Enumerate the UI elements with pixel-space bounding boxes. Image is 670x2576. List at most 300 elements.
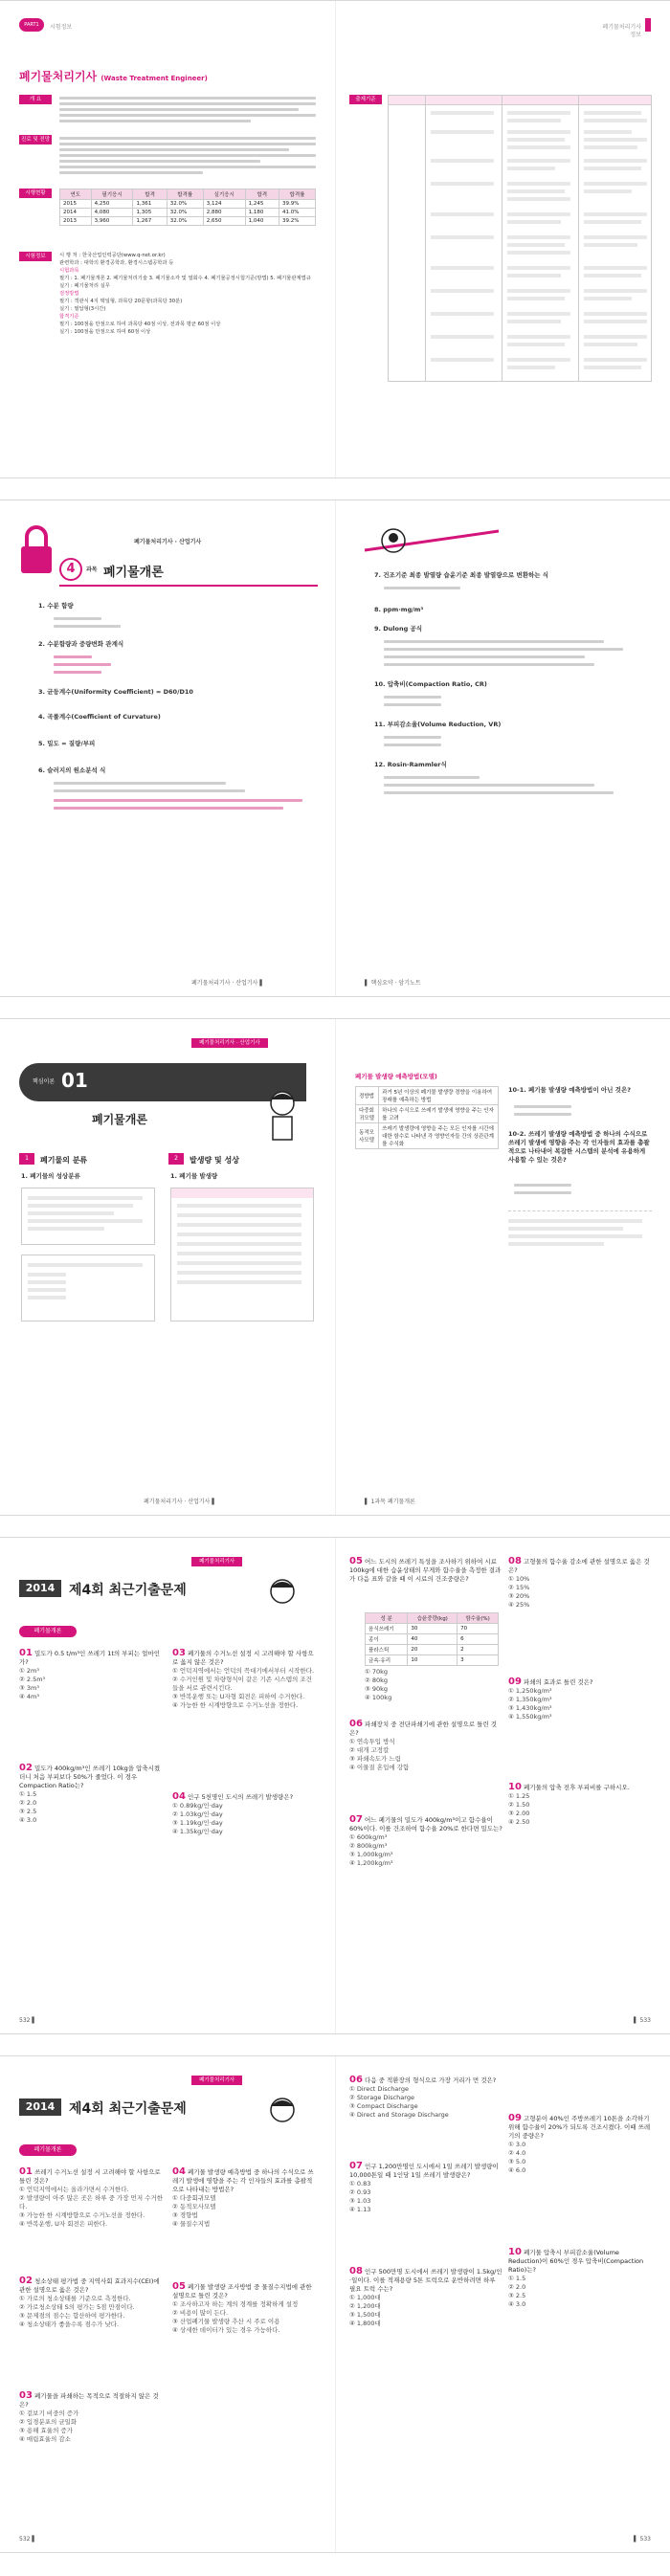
question <box>19 2276 163 2329</box>
stats-cell: 2015 <box>60 200 92 209</box>
option: ② 15% <box>508 1584 530 1591</box>
composition-cell: 플라스틱 <box>366 1645 408 1655</box>
stats-cell: 2013 <box>60 217 92 226</box>
question-text: 폐기물 발생량 조사방법 중 물질수지법에 관한 설명으로 틀린 것은? <box>172 2283 312 2299</box>
question <box>349 1557 502 1584</box>
option: ③ 20% <box>508 1592 530 1600</box>
stats-cell: 4,250 <box>91 200 133 209</box>
question-number: 09 <box>508 1677 522 1687</box>
question <box>508 1783 652 1827</box>
question-number: 10 <box>508 1782 522 1792</box>
option: ④ 6.0 <box>508 2166 526 2174</box>
option: ① 가로의 청소상태를 기준으로 측정한다. <box>19 2295 131 2302</box>
stats-cell: 39.9% <box>279 200 315 209</box>
part-label: 핵심이론 <box>33 1078 56 1085</box>
page-left-half <box>0 2056 335 2552</box>
question-number: 09 <box>508 2113 522 2123</box>
title-en: (Waste Treatment Engineer) <box>100 75 208 82</box>
option: ③ 1.03 <box>349 2197 371 2205</box>
section-title: 발생량 및 성상 <box>190 1156 239 1165</box>
footer-left: 폐기물처리기사 · 산업기사 ▌ <box>191 980 264 987</box>
question-number: 04 <box>172 2166 186 2177</box>
stats-header: 실기응시 <box>203 189 245 200</box>
option: ④ 물질수지법 <box>172 2220 211 2228</box>
stats-cell: 1,267 <box>133 217 167 226</box>
question-text: 파쇄장치 중 전단파쇄기에 관한 설명으로 틀린 것은? <box>349 1721 497 1737</box>
stats-cell: 1,361 <box>133 200 167 209</box>
option: ① Direct Discharge <box>349 2085 409 2093</box>
option: ① 연속투입 방식 <box>349 1738 395 1745</box>
subject-badge <box>19 2144 77 2156</box>
stats-cell: 3,124 <box>203 200 245 209</box>
question-text: 인구 5천명인 도시의 쓰레기 발생량은? <box>188 1793 294 1801</box>
stats-header: 합격 <box>245 189 279 200</box>
info-item: 검정방법 <box>59 291 79 297</box>
chapter-number: 4 <box>59 558 82 581</box>
stats-table <box>59 189 316 226</box>
option: ① 조사하고자 하는 계의 경계를 정확하게 설정 <box>172 2300 299 2308</box>
option: ③ 2.5 <box>508 2292 526 2299</box>
composition-header: 함수율(%) <box>458 1613 499 1624</box>
composition-row <box>366 1645 499 1655</box>
question-number: 06 <box>349 1719 363 1729</box>
prediction-method: 경향법 <box>356 1087 379 1105</box>
info-item: 합격기준 <box>59 314 79 320</box>
exam-title: 제4회 최근기출문제 <box>69 1583 187 1598</box>
footer-right: ▌ 533 <box>634 2017 651 2024</box>
chapter-word: 과목 <box>86 566 98 573</box>
question-number: 01 <box>19 1648 33 1658</box>
option: ① 70kg <box>365 1668 389 1676</box>
page-exam-2014-b <box>0 2055 670 2553</box>
option: ④ 가능한 한 시계방향으로 수거노선을 정한다. <box>172 1701 299 1709</box>
option: ④ 2.50 <box>508 1818 530 1826</box>
stats-row <box>60 200 316 209</box>
question-number: 05 <box>172 2281 186 2292</box>
question <box>172 2282 316 2335</box>
summary-item: 2. 수분함량과 중량변화 관계식 <box>38 640 124 648</box>
options-block <box>365 1668 499 1702</box>
banner-decoration <box>355 522 508 560</box>
prediction-desc: 과거 5년 이상의 폐기물 발생량 경향을 이용하여 장래를 예측하는 방법 <box>379 1087 499 1105</box>
option: ④ Direct and Storage Discharge <box>349 2111 449 2119</box>
stats-cell: 1,040 <box>245 217 279 226</box>
option: ④ 1,800대 <box>349 2320 381 2327</box>
info-item: 필기 : 100점을 만점으로 하여 과목당 40점 이상, 전과목 평균 60점 이상 <box>59 322 221 327</box>
stats-cell: 4,080 <box>91 209 133 217</box>
section-info-label: 시험정보 <box>19 252 52 261</box>
info-item: 필기 : 객관식 4지 택일형, 과목당 20문항(과목당 30분) <box>59 299 183 304</box>
page-title <box>19 68 208 84</box>
question-number: 08 <box>349 2266 363 2276</box>
option: ③ 90kg <box>365 1685 389 1693</box>
option: ① 600kg/m³ <box>349 1833 388 1841</box>
page-header: 폐기물처리기사 <box>191 1557 242 1566</box>
question-number: 03 <box>172 1648 186 1658</box>
question-text: 고형물의 함수율 감소에 관한 설명으로 옳은 것은? <box>508 1558 650 1574</box>
option: ① 1.5 <box>19 1790 37 1798</box>
stats-cell: 1,305 <box>133 209 167 217</box>
option: ④ 1,200kg/m³ <box>349 1859 393 1867</box>
page-right-half <box>335 1538 670 2033</box>
exam-year: 2014 <box>19 2099 61 2116</box>
question-text: 다음 중 적환장의 형식으로 가장 거리가 먼 것은? <box>365 2076 497 2084</box>
answer-area <box>508 1210 652 1287</box>
option: ② 비용이 많이 든다. <box>172 2309 229 2317</box>
summary-item: 11. 부피감소율(Volume Reduction, VR) <box>374 721 502 728</box>
subject-label: 폐기물개론 <box>34 1628 62 1634</box>
character-illustration <box>258 2091 306 2139</box>
option: ① 다중회귀모델 <box>172 2194 216 2202</box>
option: ③ 용해 효율의 증가 <box>19 2427 73 2434</box>
option: ③ 가능한 한 시계방향으로 수거노선을 정한다. <box>19 2211 145 2219</box>
page-left-half <box>0 1538 335 2033</box>
question-text: 폐기물 압축시 부피감소율(Volume Reduction)이 60%인 경우 압축비(Compaction Ratio)는? <box>508 2249 644 2274</box>
option: ② 0.93 <box>349 2188 371 2196</box>
part-title: 폐기물개론 <box>92 1113 147 1126</box>
option: ③ 산업폐기물 발생량 추산 시 주로 이용 <box>172 2318 280 2325</box>
option: ② 80kg <box>365 1677 389 1684</box>
info-list <box>59 252 316 336</box>
stats-cell: 1,180 <box>245 209 279 217</box>
question-number: 01 <box>19 2166 33 2177</box>
option: ③ 2.5 <box>19 1808 37 1815</box>
question-number: 06 <box>349 2075 363 2085</box>
composition-cell: 3 <box>458 1655 499 1666</box>
composition-row <box>366 1624 499 1634</box>
page-exam-2014-a <box>0 1537 670 2034</box>
question <box>349 1815 502 1868</box>
composition-cell: 종이 <box>366 1634 408 1645</box>
option: ③ 경향법 <box>172 2211 198 2219</box>
footer-right: ▌ 1과목 폐기물개론 <box>365 1499 415 1505</box>
question <box>508 1677 652 1721</box>
question-text: 인구 1,200만명인 도시에서 1일 쓰레기 발생량이 10,000톤일 때 1인당 1일 쓰레기 발생량은? <box>349 2163 499 2179</box>
option: ④ 상세한 데이터가 있는 경우 가능하다. <box>172 2326 280 2334</box>
exam-title: 제4회 최근기출문제 <box>69 2101 187 2117</box>
character-illustration <box>258 1572 306 1620</box>
question-text: 청소상태 평가법 중 지역사회 효과지수(CEI)에 관한 설명으로 옳은 것은? <box>19 2277 160 2294</box>
option: ③ 반복운행 또는 U자형 회전은 피하여 수거한다. <box>172 1693 305 1700</box>
question-number: 02 <box>19 2276 33 2286</box>
practice-box <box>21 1255 155 1321</box>
question <box>19 1764 163 1825</box>
stats-header: 필기응시 <box>91 189 133 200</box>
composition-header: 성 분 <box>366 1613 408 1624</box>
option: ② 2.0 <box>19 1799 37 1807</box>
page-summary <box>0 500 670 997</box>
page-header: 폐기물처리기사 <box>191 2076 242 2085</box>
theory-box <box>21 1188 155 1245</box>
summary-item: 7. 건조기준 최종 발열량 습윤기준 최종 발열량으로 변환하는 식 <box>374 571 549 579</box>
prediction-row <box>356 1087 499 1105</box>
option: ② 입경분포의 균일화 <box>19 2418 78 2426</box>
summary-item: 12. Rosin-Rammler식 <box>374 761 447 768</box>
table-title: 폐기물 발생량 예측방법(모델) <box>355 1073 437 1080</box>
subject-label: 폐기물개론 <box>34 2146 62 2153</box>
option: ② 발생량이 아주 많은 곳은 하루 중 가장 먼저 수거한다. <box>19 2194 164 2210</box>
exam-year: 2014 <box>19 1580 61 1597</box>
option: ④ 100kg <box>365 1694 392 1701</box>
title-text: 폐기물처리기사 <box>19 70 98 83</box>
stats-cell: 2014 <box>60 209 92 217</box>
option: ② 800kg/m³ <box>349 1842 388 1850</box>
info-item: 시 행 처 : 한국산업인력공단(www.q-net.or.kr) <box>59 253 166 258</box>
option: ① 0.89kg/인·day <box>172 1802 223 1810</box>
stats-cell: 2,880 <box>203 209 245 217</box>
composition-cell: 6 <box>458 1634 499 1645</box>
question-number: 08 <box>508 1556 522 1566</box>
prediction-method: 동적모사모델 <box>356 1123 379 1149</box>
question-text: 인구 500만명 도시에서 쓰레기 발생량이 1.5kg/인·일이다. 이를 적재용량 5톤 트럭으로 운반하려면 하루 필요 트럭 수는? <box>349 2268 502 2293</box>
section-history-label: 진로 및 전망 <box>20 137 51 143</box>
option: ③ 문제점의 점수는 합산하여 평가한다. <box>19 2312 125 2320</box>
question <box>349 1720 502 1772</box>
info-item: 실기 : 필답형(3시간) <box>59 306 106 312</box>
question-text: 폐기물의 수거노선 설정 시 고려해야 할 사항으로 옳지 않은 것은? <box>172 1650 314 1666</box>
section-stats-label: 시행현황 <box>19 189 52 198</box>
option: ④ 4m³ <box>19 1693 39 1700</box>
composition-cell: 음식쓰레기 <box>366 1624 408 1634</box>
stats-cell: 1,245 <box>245 200 279 209</box>
footer-left: 532 ▌ <box>19 2536 36 2543</box>
option: ① 1,000대 <box>349 2294 381 2301</box>
chapter-underline <box>59 585 318 587</box>
summary-item: 4. 곡률계수(Coefficient of Curvature) <box>38 713 161 721</box>
page-left-half <box>0 1 335 477</box>
summary-item: 1. 수분 함량 <box>38 602 74 610</box>
stats-cell: 32.0% <box>167 200 203 209</box>
option: ③ 1.19kg/인·day <box>172 1819 223 1827</box>
page-header: 폐기물처리기사 · 산업기사 <box>134 539 202 545</box>
footer-right: ▌ 533 <box>634 2536 651 2543</box>
question <box>172 1792 316 1836</box>
summary-item: 3. 균등계수(Uniformity Coefficient) = D60/D10 <box>38 688 193 696</box>
practice-question: 10-2. 쓰레기 발생량 예측방법 중 하나의 수식으로 쓰레기 발생에 영향을 주는 각 인자들의 효과를 총괄적으로 나타내어 복잡한 시스템의 분석에 유용하게 사용할 수 있는 것은? <box>508 1130 650 1164</box>
question-number: 02 <box>19 1763 33 1773</box>
option: ② 동적모사모델 <box>172 2203 216 2210</box>
part-tab <box>19 18 44 32</box>
info-item: 시험과목 <box>59 268 79 274</box>
right-tab-sub: 정보 <box>630 32 641 38</box>
question-number: 07 <box>349 1814 363 1825</box>
stats-cell: 32.0% <box>167 209 203 217</box>
page-right-half <box>335 2056 670 2552</box>
prediction-method: 다중회귀모델 <box>356 1105 379 1123</box>
info-item: 실기 : 폐기물처리 실무 <box>59 283 110 289</box>
footer-left: 폐기물처리기사 · 산업기사 ▌ <box>144 1499 216 1505</box>
question-text: 폐기물을 파쇄하는 목적으로 적절하지 않은 것은? <box>19 2392 159 2409</box>
stats-row <box>60 217 316 226</box>
option: ① 1.5 <box>508 2275 526 2282</box>
summary-item: 5. 밀도 = 질량/부피 <box>38 740 96 747</box>
info-item: 필기 : 1. 폐기물개론 2. 폐기물처리기술 3. 폐기물소각 및 열회수 4. 폐기물공정시험기준(방법) 5. 폐기물관계법규 <box>59 276 311 281</box>
question <box>349 2267 502 2328</box>
question <box>349 2162 502 2214</box>
right-tab: 폐기물처리기사 <box>602 24 641 31</box>
info-item: 관련학과 : 대학의 환경공학과, 환경시스템공학과 등 <box>59 260 174 266</box>
info-item: 실기 : 100점을 만점으로 하여 60점 이상 <box>59 329 151 335</box>
option: ② 1,350kg/m³ <box>508 1696 552 1703</box>
option: ③ Compact Discharge <box>349 2102 418 2110</box>
composition-cell: 40 <box>408 1634 458 1645</box>
page-right-half <box>335 500 670 996</box>
section-subjects-label: 출제기준 <box>349 95 382 104</box>
stats-cell: 39.2% <box>279 217 315 226</box>
subsection-title: 1. 폐기물의 성상분류 <box>21 1172 80 1180</box>
composition-cell: 30 <box>408 1624 458 1634</box>
question-text: 어느 폐기물의 밀도가 400kg/m³이고 함수율이 60%이다. 이를 건조하여 함수율 20%로 한다면 밀도는? <box>349 1816 502 1832</box>
question-text: 폐기물의 압축 전후 부피비를 구하시오. <box>524 1784 630 1791</box>
stats-header-row <box>60 189 316 200</box>
option: ③ 파쇄속도가 느림 <box>349 1755 401 1763</box>
option: ④ 25% <box>508 1601 530 1609</box>
option: ④ 청소상태가 좋을수록 점수가 낮다. <box>19 2321 120 2328</box>
composition-row <box>366 1655 499 1666</box>
option: ① 3.0 <box>508 2141 526 2148</box>
option: ① 언덕지역에서는 올라가면서 수거한다. <box>19 2186 129 2193</box>
composition-header-row <box>366 1613 499 1624</box>
question <box>508 2114 652 2175</box>
composition-cell: 70 <box>458 1624 499 1634</box>
section-overview-label: 개 요 <box>19 95 52 104</box>
subjects-table-head <box>389 96 651 105</box>
prediction-row <box>356 1123 499 1149</box>
option: ① 2m³ <box>19 1667 39 1675</box>
option: ④ 이물질 혼입에 강함 <box>349 1764 410 1771</box>
summary-item: 9. Dulong 공식 <box>374 625 423 633</box>
option: ② 가로청소상태 S의 평가는 5점 만점이다. <box>19 2303 135 2311</box>
question-text: 쓰레기 수거노선 설정 시 고려해야 할 사항으로 틀린 것은? <box>19 2168 161 2185</box>
question-text: 폐기물 발생량 예측방법 중 하나의 수식으로 쓰레기 발생에 영향을 주는 각 인자들의 효과를 총괄적으로 나타내는 방법은? <box>172 2168 314 2193</box>
page-core-theory <box>0 1018 670 1516</box>
composition-cell: 20 <box>408 1645 458 1655</box>
composition-header: 습윤중량(kg) <box>408 1613 458 1624</box>
stats-cell: 2,650 <box>203 217 245 226</box>
option: ④ 3.0 <box>19 1816 37 1824</box>
stats-row <box>60 209 316 217</box>
option: ① 1,250kg/m³ <box>508 1687 552 1695</box>
composition-row <box>366 1634 499 1645</box>
question <box>19 2167 163 2229</box>
lock-icon <box>17 520 56 577</box>
prediction-desc: 쓰레기 발생량에 영향을 주는 모든 인자를 시간에 대한 함수로 나타낸 각 영향인자들 간의 상관관계를 수식화 <box>379 1123 499 1149</box>
question <box>19 1649 163 1701</box>
question <box>508 1557 652 1610</box>
section-marker: 2 <box>168 1153 184 1165</box>
option: ④ 1.35kg/인·day <box>172 1828 223 1835</box>
right-tab-marker <box>645 18 651 32</box>
composition-cell: 10 <box>408 1655 458 1666</box>
composition-cell: 2 <box>458 1645 499 1655</box>
stats-header: 합격률 <box>167 189 203 200</box>
subjects-table <box>388 95 652 382</box>
option: ③ 5.0 <box>508 2158 526 2165</box>
character-illustration <box>258 1086 306 1144</box>
option: ① 10% <box>508 1575 530 1583</box>
option: ② 2.0 <box>508 2283 526 2291</box>
page-left-half <box>0 1019 335 1515</box>
stats-header: 합격 <box>133 189 167 200</box>
prediction-row <box>356 1105 499 1123</box>
option: ② 수거인원 및 차량형식이 같은 기존 시스템의 조건들을 서로 관련시킨다. <box>172 1676 312 1692</box>
section-title: 폐기물의 분류 <box>40 1156 88 1165</box>
option: ② 4.0 <box>508 2149 526 2157</box>
question-number: 04 <box>172 1791 186 1802</box>
footer-left: 532 ▌ <box>19 2017 36 2024</box>
question <box>349 2076 502 2120</box>
option: ③ 3m³ <box>19 1684 39 1692</box>
option: ① 0.83 <box>349 2180 371 2187</box>
option: ① 겉보기 비중의 증가 <box>19 2409 79 2417</box>
question-text: 밀도가 0.5 t/m³인 쓰레기 1t의 부피는 얼마인가? <box>19 1650 161 1666</box>
prediction-desc: 하나의 수식으로 쓰레기 발생에 영향을 주는 인자를 고려 <box>379 1105 499 1123</box>
question <box>172 1649 316 1710</box>
question <box>508 2248 652 2309</box>
composition-cell: 금속·유리 <box>366 1655 408 1666</box>
stats-cell: 3,960 <box>91 217 133 226</box>
page-header: 폐기물처리기사 · 산업기사 <box>191 1038 268 1048</box>
subject-badge <box>19 1626 77 1637</box>
part-tab-sub: 시험정보 <box>50 24 73 31</box>
summary-item: 8. ppm·mg/m³ <box>374 606 424 613</box>
part-number: 01 <box>61 1069 88 1092</box>
option: ④ 반복운행, U자 회전은 피한다. <box>19 2220 108 2228</box>
question-text: 파쇄의 효과로 틀린 것은? <box>524 1678 593 1686</box>
option: ② Storage Discharge <box>349 2094 414 2101</box>
prediction-table <box>355 1086 499 1149</box>
footer-right: ▌ 핵심요약 · 암기노트 <box>365 980 421 987</box>
option: ④ 1,550kg/m³ <box>508 1713 552 1721</box>
option: ② 2.5m³ <box>19 1676 46 1683</box>
question-number: 07 <box>349 2161 363 2171</box>
option: ③ 1,000kg/m³ <box>349 1851 393 1858</box>
page-right-half <box>335 1 670 477</box>
summary-item: 10. 압축비(Compaction Ratio, CR) <box>374 680 487 688</box>
page-exam-info <box>0 0 670 478</box>
stats-header: 연도 <box>60 189 92 200</box>
composition-table <box>365 1612 499 1666</box>
option: ④ 1.13 <box>349 2206 371 2213</box>
question-number: 03 <box>19 2390 33 2401</box>
page-right-half <box>335 1019 670 1515</box>
chapter-title: 폐기물개론 <box>103 566 164 580</box>
option: ② 1.50 <box>508 1801 530 1809</box>
option: ② 1,200대 <box>349 2302 381 2310</box>
question <box>19 2391 163 2444</box>
option: ② 대개 고정칼 <box>349 1746 390 1754</box>
option: ④ 매립효율의 감소 <box>19 2435 71 2443</box>
option: ① 언덕지역에서는 언덕의 꼭대기에서부터 시작한다. <box>172 1667 315 1675</box>
option: ④ 3.0 <box>508 2300 526 2308</box>
question-text: 고형분이 40%인 주방쓰레기 10톤을 소각하기 위해 함수율이 20%가 되도록 건조시켰다. 이때 쓰레기의 중량은? <box>508 2115 651 2140</box>
stats-cell: 41.0% <box>279 209 315 217</box>
part-tab-label: PART1 <box>24 22 39 28</box>
option: ③ 1,500대 <box>349 2311 381 2319</box>
question-number: 05 <box>349 1556 363 1566</box>
question-text: 어느 도시의 쓰레기 특성을 조사하기 위하여 시료 100kg에 대한 습윤상태의 무게와 함수율을 측정한 결과가 다음 표와 같을 때 이 시료의 건조중량은? <box>349 1558 502 1583</box>
subsection-title: 1. 폐기물 발생량 <box>170 1172 218 1180</box>
page-left-half <box>0 500 335 996</box>
option: ③ 2.00 <box>508 1810 530 1817</box>
question <box>172 2167 316 2229</box>
summary-item: 6. 슬러지의 원소분석 식 <box>38 766 106 774</box>
question-number: 10 <box>508 2247 522 2257</box>
option: ② 1.03kg/인·day <box>172 1810 223 1818</box>
practice-question: 10-1. 폐기물 발생량 예측방법이 아닌 것은? <box>508 1086 632 1094</box>
stats-cell: 32.0% <box>167 217 203 226</box>
theory-table <box>170 1188 314 1321</box>
